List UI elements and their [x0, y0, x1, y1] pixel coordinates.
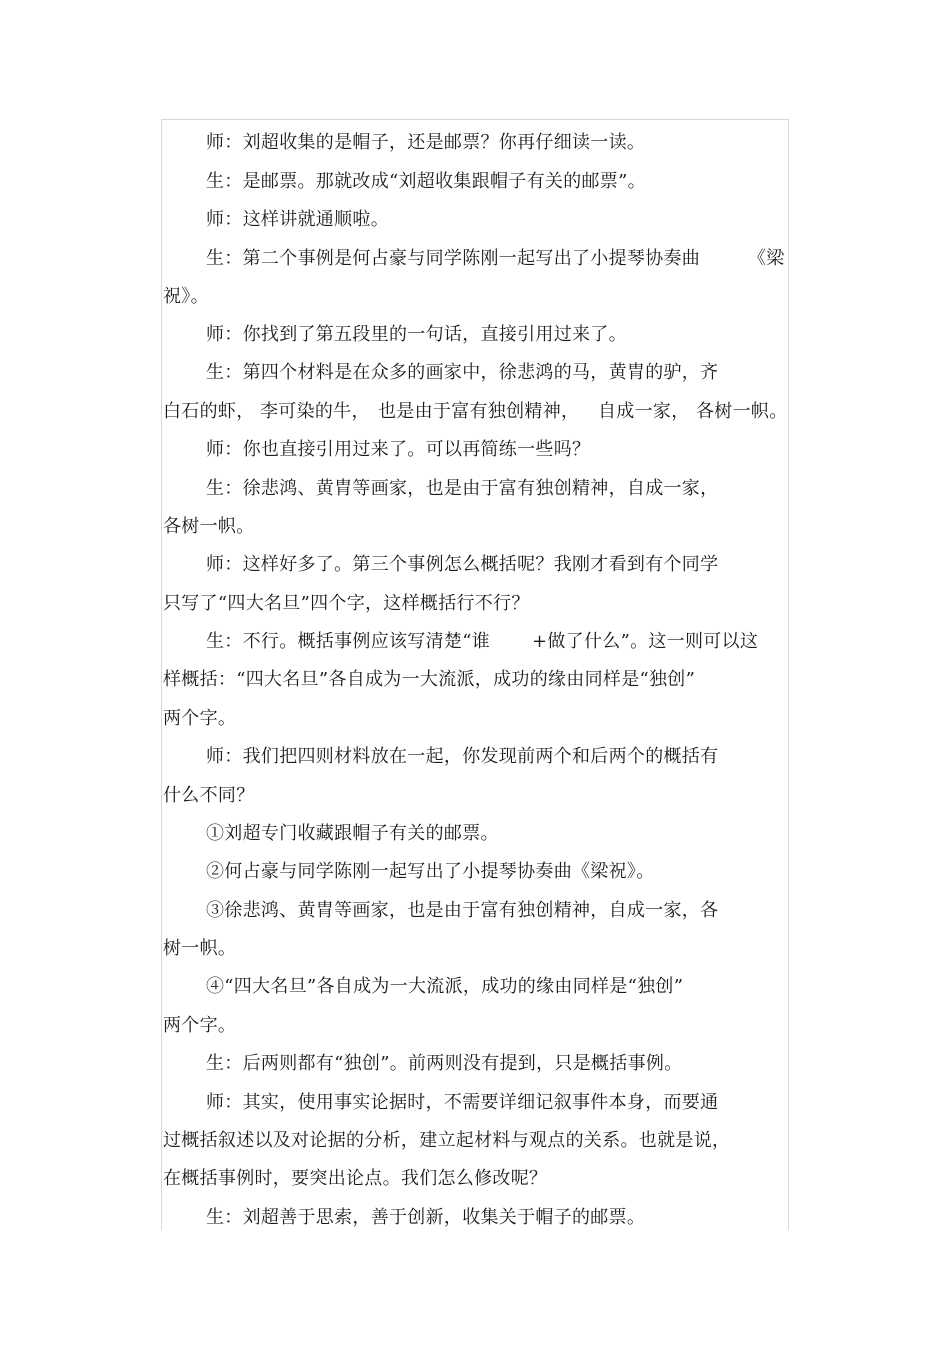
- dialogue-line: 师：其实，使用事实论据时，不需要详细记叙事件本身，而要通: [206, 1092, 719, 1113]
- dialogue-line: 师：这样好多了。第三个事例怎么概括呢？我刚才看到有个同学: [206, 554, 719, 575]
- dialogue-line: 生：后两则都有“独创”。前两则没有提到，只是概括事例。: [206, 1053, 683, 1074]
- list-item-continuation: 树一帜。: [163, 938, 237, 959]
- dialogue-line: 师：这样讲就通顺啦。: [206, 209, 389, 230]
- dialogue-line: 生：不行。概括事例应该写清楚“谁: [206, 631, 491, 652]
- dialogue-line-fragment: +做了什么”。这一则可以这: [532, 631, 759, 652]
- dialogue-line: 过概括叙述以及对论据的分析，建立起材料与观点的关系。也就是说，: [163, 1130, 731, 1151]
- dialogue-line-fragment: 《梁: [748, 248, 785, 269]
- dialogue-line: 各树一帜。: [163, 516, 255, 537]
- dialogue-line-fragment: 也是由于富有独创精神，: [378, 401, 580, 422]
- list-item: ①刘超专门收藏跟帽子有关的邮票。: [206, 823, 499, 844]
- dialogue-line: 在概括事例时，要突出论点。我们怎么修改呢？: [163, 1168, 548, 1189]
- list-item: ④“四大名旦”各自成为一大流派，成功的缘由同样是“独创”: [206, 976, 684, 997]
- dialogue-line: 生：是邮票。那就改成“刘超收集跟帽子有关的邮票”。: [206, 171, 646, 192]
- dialogue-line: 师：我们把四则材料放在一起，你发现前两个和后两个的概括有: [206, 746, 719, 767]
- dialogue-line: 师：你也直接引用过来了。可以再简练一些吗？: [206, 439, 591, 460]
- dialogue-line: 生：第四个材料是在众多的画家中，徐悲鸿的马，黄胄的驴，齐: [206, 362, 719, 383]
- list-item: ③徐悲鸿、黄胄等画家，也是由于富有独创精神，自成一家，各: [206, 900, 719, 921]
- dialogue-line-fragment: 李可染的牛，: [260, 401, 370, 422]
- dialogue-line: 什么不同？: [163, 785, 255, 806]
- dialogue-line: 祝》。: [163, 286, 209, 307]
- dialogue-line: 两个字。: [163, 708, 237, 729]
- list-item: ②何占豪与同学陈刚一起写出了小提琴协奏曲《梁祝》。: [206, 861, 655, 882]
- dialogue-line-fragment: 各树一帜。: [696, 401, 788, 422]
- dialogue-line: 只写了“四大名旦”四个字，这样概括行不行？: [163, 593, 530, 614]
- dialogue-line-fragment: 自成一家，: [598, 401, 690, 422]
- dialogue-line: 师：刘超收集的是帽子，还是邮票？你再仔细读一读。: [206, 132, 646, 153]
- dialogue-line: 生：徐悲鸿、黄胄等画家，也是由于富有独创精神，自成一家，: [206, 478, 719, 499]
- dialogue-line: 生：刘超善于思索，善于创新，收集关于帽子的邮票。: [206, 1207, 646, 1228]
- dialogue-line: 师：你找到了第五段里的一句话，直接引用过来了。: [206, 324, 627, 345]
- list-item-continuation: 两个字。: [163, 1015, 237, 1036]
- dialogue-line: 样概括：“四大名旦”各自成为一大流派，成功的缘由同样是“独创”: [163, 669, 696, 690]
- dialogue-line: 生：第二个事例是何占豪与同学陈刚一起写出了小提琴协奏曲: [206, 248, 701, 269]
- dialogue-line-fragment: 白石的虾，: [163, 401, 255, 422]
